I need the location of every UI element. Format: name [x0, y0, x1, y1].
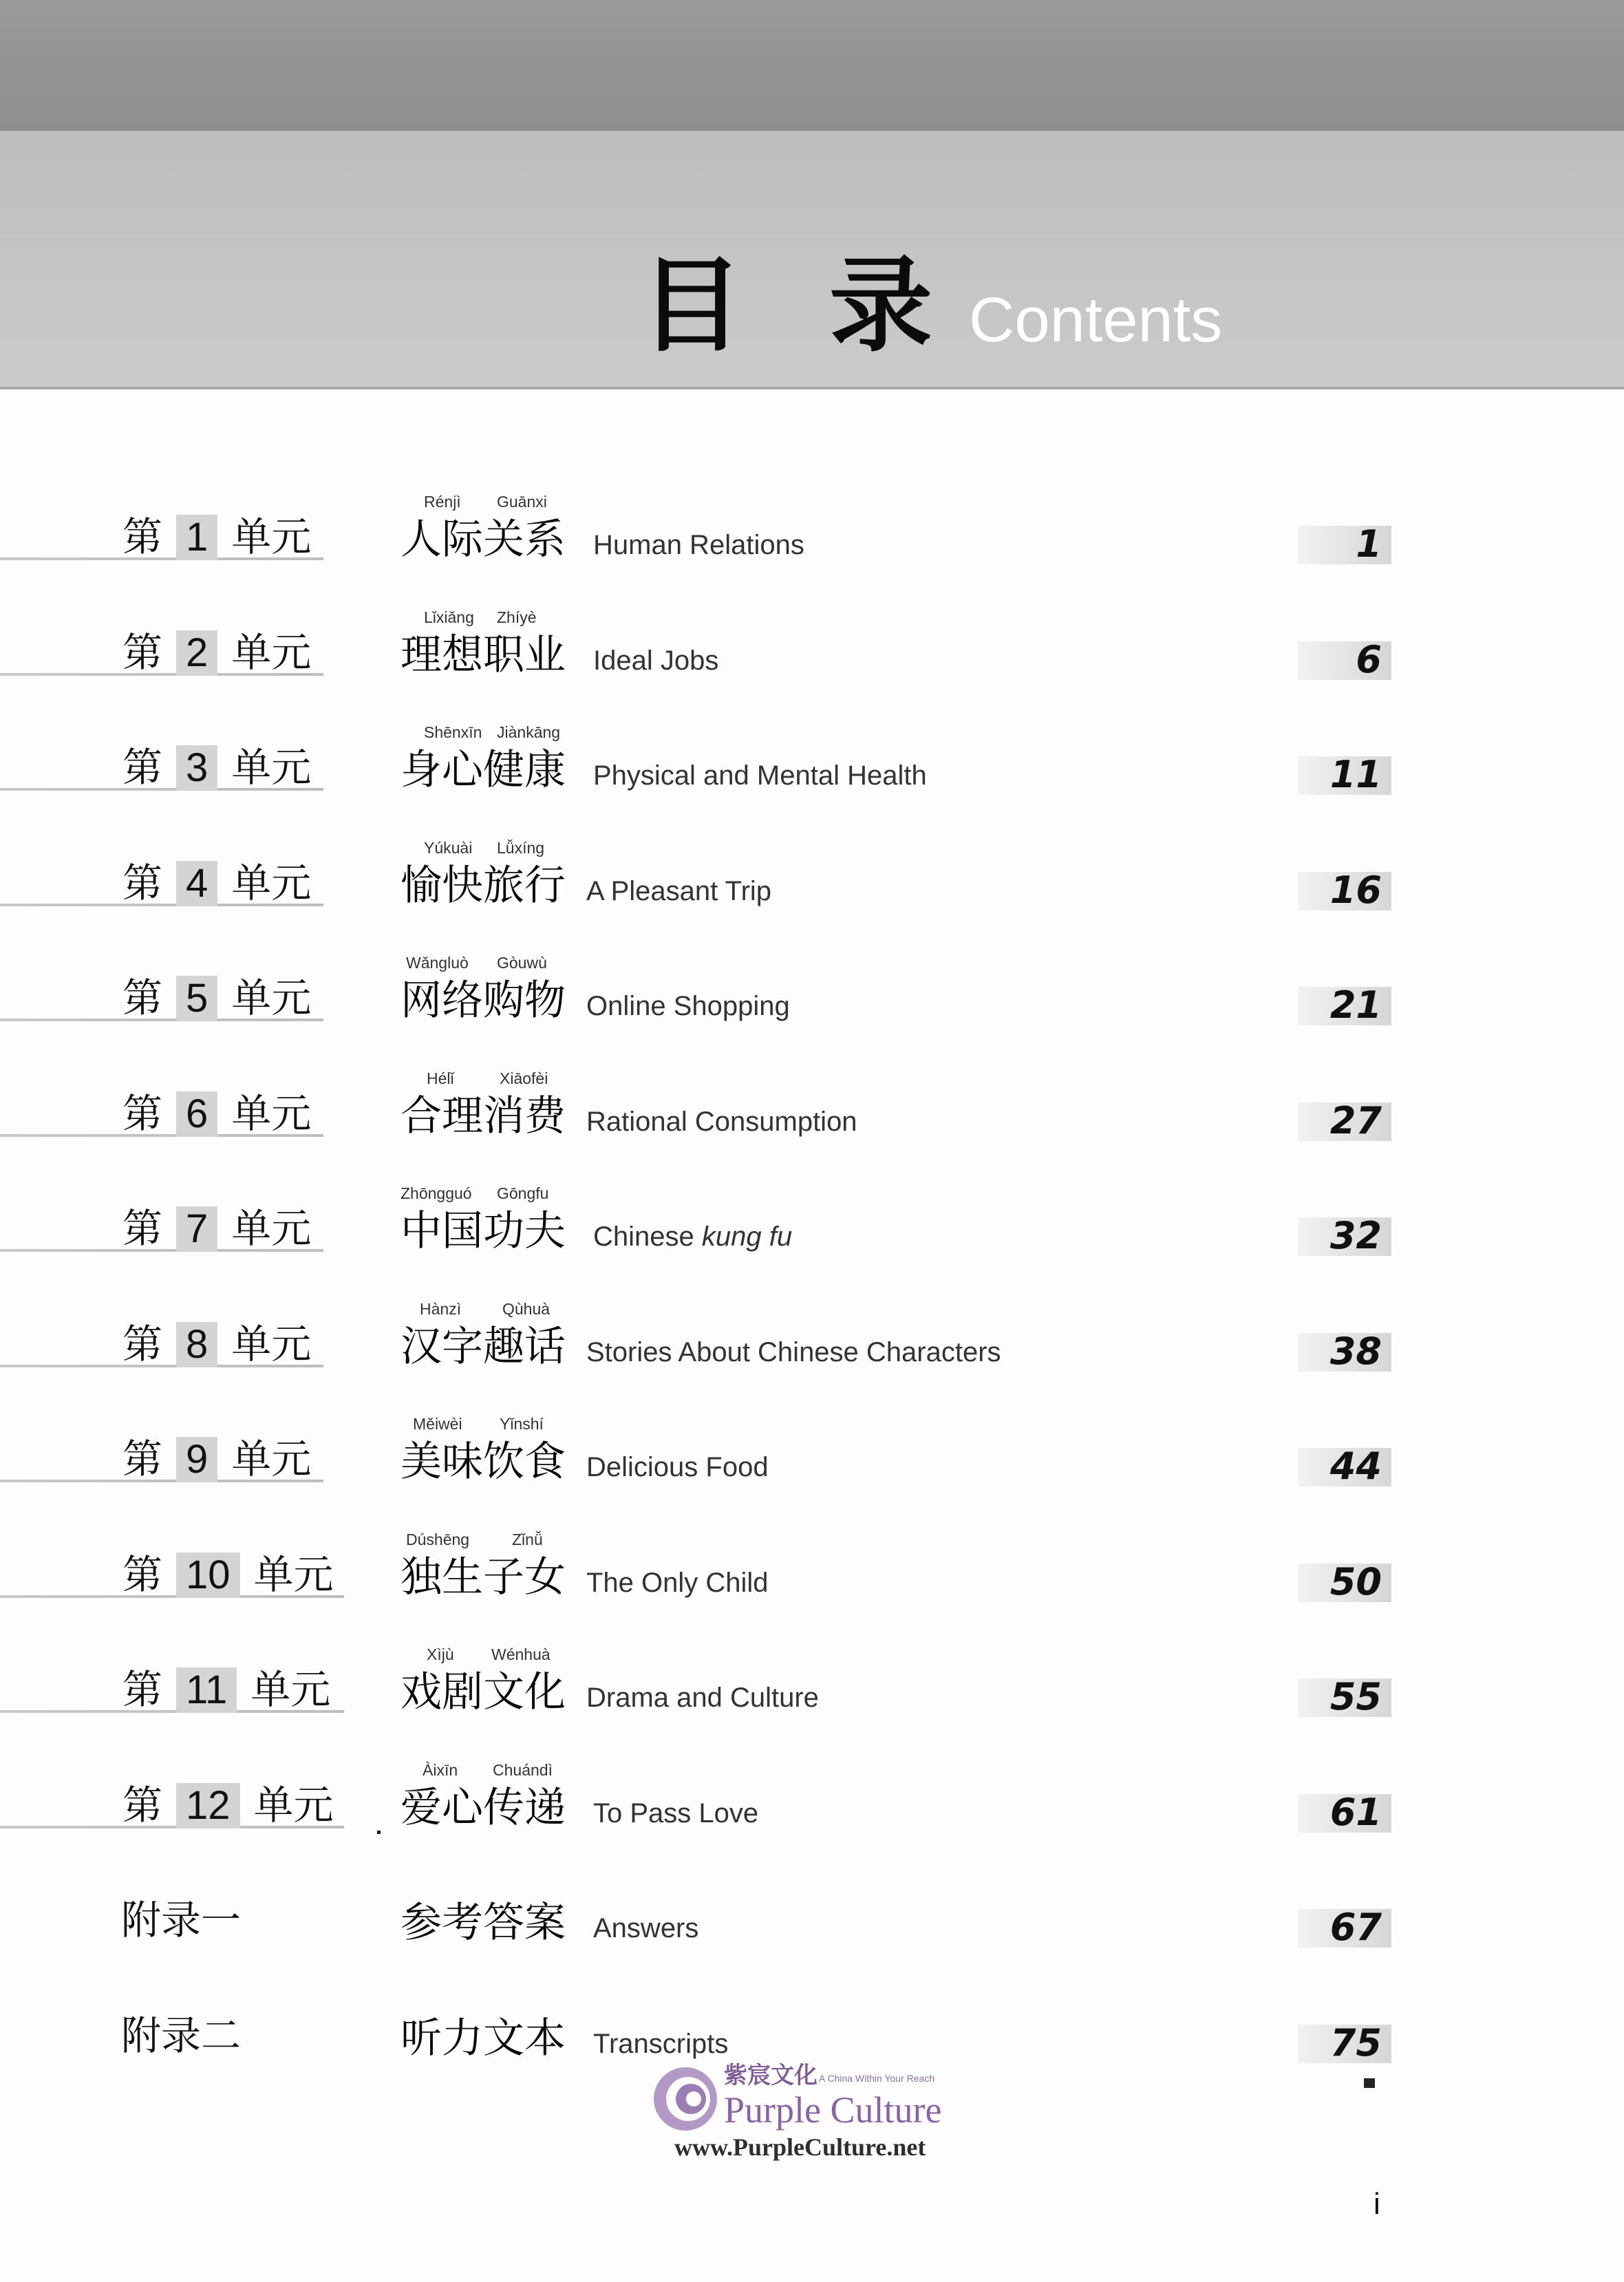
toc-entry-unit-7[interactable] [0, 1173, 1624, 1289]
title-en: Ideal Jobs [593, 645, 719, 676]
pinyin-1: Měiwèi [413, 1415, 462, 1433]
watermark-tagline: A China Within Your Reach [819, 2073, 935, 2084]
title-en: A Pleasant Trip [586, 875, 772, 906]
unit-number: 3 [176, 745, 217, 791]
title-en: Drama and Culture [586, 1683, 819, 1713]
page-number: 38 [1329, 1329, 1382, 1373]
unit-label: 第 10 单元 [122, 1550, 334, 1598]
pinyin-1: Dúshēng [406, 1530, 470, 1548]
unit-label: 第 11 单元 [122, 1666, 331, 1713]
page-folio: i [1374, 2187, 1380, 2221]
title-en-italic: kung fu [701, 1222, 793, 1252]
title-cn: 美味饮食 [400, 1438, 566, 1486]
unit-label: 第 2 单元 [122, 628, 312, 676]
pinyin-2: Wénhuà [491, 1645, 551, 1663]
pinyin-1: Àixīn [423, 1760, 458, 1779]
page-number: 55 [1329, 1675, 1382, 1718]
pinyin-2: Zǐnǚ [512, 1530, 543, 1548]
toc-entry-unit-11[interactable] [0, 1634, 1624, 1750]
unit-number: 10 [176, 1553, 240, 1598]
title-en: Physical and Mental Health [593, 760, 927, 791]
title-en: Online Shopping [586, 991, 790, 1021]
title-cn: 独生子女 [400, 1553, 566, 1601]
page-number: 61 [1329, 1790, 1382, 1834]
unit-label: 第 6 单元 [122, 1089, 312, 1137]
page-title-cn-2: 录 [829, 246, 933, 366]
pinyin-2: Qùhuà [502, 1299, 551, 1318]
page-number: 67 [1329, 1906, 1382, 1949]
unit-number: 11 [176, 1667, 237, 1713]
pinyin-2: Lǚxíng [497, 838, 545, 857]
page-number: 44 [1329, 1444, 1382, 1488]
title-en: Stories About Chinese Characters [586, 1336, 1001, 1367]
title-en: The Only Child [586, 1567, 769, 1598]
page-title-cn-1: 目 [640, 246, 744, 366]
unit-number: 4 [176, 861, 217, 906]
page-number: 21 [1329, 983, 1382, 1027]
toc-entry-unit-1[interactable] [0, 482, 1624, 597]
watermark-url: www.PurpleCulture.net [674, 2133, 926, 2161]
title-cn: 戏剧文化 [400, 1668, 566, 1716]
toc-entry-unit-3[interactable] [0, 712, 1624, 828]
title-en: Answers [593, 1913, 699, 1943]
unit-number: 6 [176, 1091, 217, 1137]
pinyin-1: Rénjì [424, 493, 461, 511]
unit-label: 第 3 单元 [122, 744, 312, 791]
unit-label: 第 4 单元 [122, 859, 312, 906]
unit-label: 第 8 单元 [122, 1320, 312, 1367]
title-en: Delicious Food [586, 1452, 769, 1482]
title-cn: 身心健康 [400, 746, 566, 794]
pinyin-2: Yǐnshí [500, 1415, 544, 1433]
title-cn: 愉快旅行 [400, 861, 566, 910]
unit-number: 7 [176, 1206, 217, 1252]
watermark [647, 2058, 1005, 2168]
unit-label: 第 1 单元 [122, 513, 312, 560]
title-en: Transcripts [593, 2028, 729, 2059]
pinyin-1: Lǐxiǎng [424, 608, 474, 626]
ink-speck [377, 1831, 381, 1834]
pinyin-2: Jiànkāng [497, 723, 561, 741]
ink-speck [1364, 2078, 1375, 2088]
watermark-cn: 紫宸文化 [724, 2062, 818, 2089]
toc-entry-unit-4[interactable] [0, 828, 1624, 943]
title-cn: 网络购物 [400, 977, 566, 1025]
pinyin-2: Gōngfu [497, 1184, 549, 1202]
title-cn: 中国功夫 [400, 1207, 566, 1255]
title-cn: 听力文本 [400, 2014, 566, 2062]
toc-entry-unit-5[interactable] [0, 943, 1624, 1058]
page-number: 50 [1329, 1559, 1382, 1603]
title-en: Human Relations [593, 530, 804, 560]
pinyin-1: Xìjù [427, 1645, 454, 1663]
toc-entry-unit-10[interactable] [0, 1519, 1624, 1635]
unit-number: 12 [176, 1783, 240, 1828]
title-en: Rational Consumption [586, 1106, 857, 1137]
unit-number: 9 [176, 1437, 217, 1482]
page-number: 16 [1329, 868, 1382, 912]
title-cn: 理想职业 [400, 630, 566, 679]
toc-entry-unit-12[interactable] [0, 1750, 1624, 1866]
title-cn: 参考答案 [400, 1899, 566, 1947]
unit-label: 第 5 单元 [122, 974, 312, 1021]
toc-entry-unit-6[interactable] [0, 1058, 1624, 1174]
pinyin-2: Gòuwù [497, 954, 547, 972]
table-of-contents [0, 482, 1624, 2096]
toc-entry-unit-9[interactable] [0, 1404, 1624, 1519]
header-top-band [0, 0, 1624, 131]
unit-number: 2 [176, 630, 217, 676]
watermark-en: Purple Culture [724, 2089, 942, 2131]
title-cn: 汉字趣话 [400, 1322, 566, 1371]
appendix-label: 附录一 [121, 1897, 242, 1943]
page-number: 1 [1356, 522, 1382, 566]
page-number: 32 [1329, 1214, 1382, 1257]
title-cn: 爱心传递 [400, 1783, 566, 1832]
page-title-en: Contents [969, 285, 1223, 355]
pinyin-1: Zhōngguó [400, 1184, 472, 1202]
page-number: 27 [1329, 1098, 1382, 1142]
pinyin-1: Shēnxīn [424, 723, 482, 741]
header-title-band [0, 131, 1624, 390]
unit-number: 5 [176, 976, 217, 1021]
pinyin-2: Chuándì [493, 1760, 553, 1779]
toc-entry-unit-2[interactable] [0, 597, 1624, 713]
appendix-label: 附录二 [121, 2012, 242, 2059]
pinyin-2: Guānxi [497, 493, 547, 511]
title-en: Chinese kung fu [593, 1222, 793, 1252]
unit-label: 第 7 单元 [122, 1205, 312, 1252]
pinyin-1: Hélǐ [427, 1069, 454, 1087]
pinyin-2: Xiāofèi [500, 1069, 548, 1087]
title-cn: 合理消费 [400, 1091, 566, 1140]
pinyin-1: Yúkuài [424, 838, 473, 857]
toc-entry-appendix-1[interactable] [0, 1865, 1624, 1981]
page-number: 75 [1329, 2020, 1382, 2065]
page-number: 11 [1329, 753, 1382, 796]
pinyin-1: Wǎngluò [406, 954, 469, 972]
unit-label: 第 12 单元 [122, 1781, 334, 1828]
pinyin-2: Zhíyè [497, 608, 537, 626]
unit-label: 第 9 单元 [122, 1436, 312, 1482]
title-cn: 人际关系 [400, 515, 566, 564]
unit-number: 1 [176, 515, 217, 560]
page-number: 6 [1356, 637, 1382, 681]
unit-number: 8 [176, 1322, 217, 1367]
purple-culture-logo-icon [651, 2065, 720, 2133]
pinyin-1: Hànzì [420, 1299, 462, 1318]
title-en: To Pass Love [593, 1798, 759, 1828]
toc-entry-unit-8[interactable] [0, 1289, 1624, 1405]
